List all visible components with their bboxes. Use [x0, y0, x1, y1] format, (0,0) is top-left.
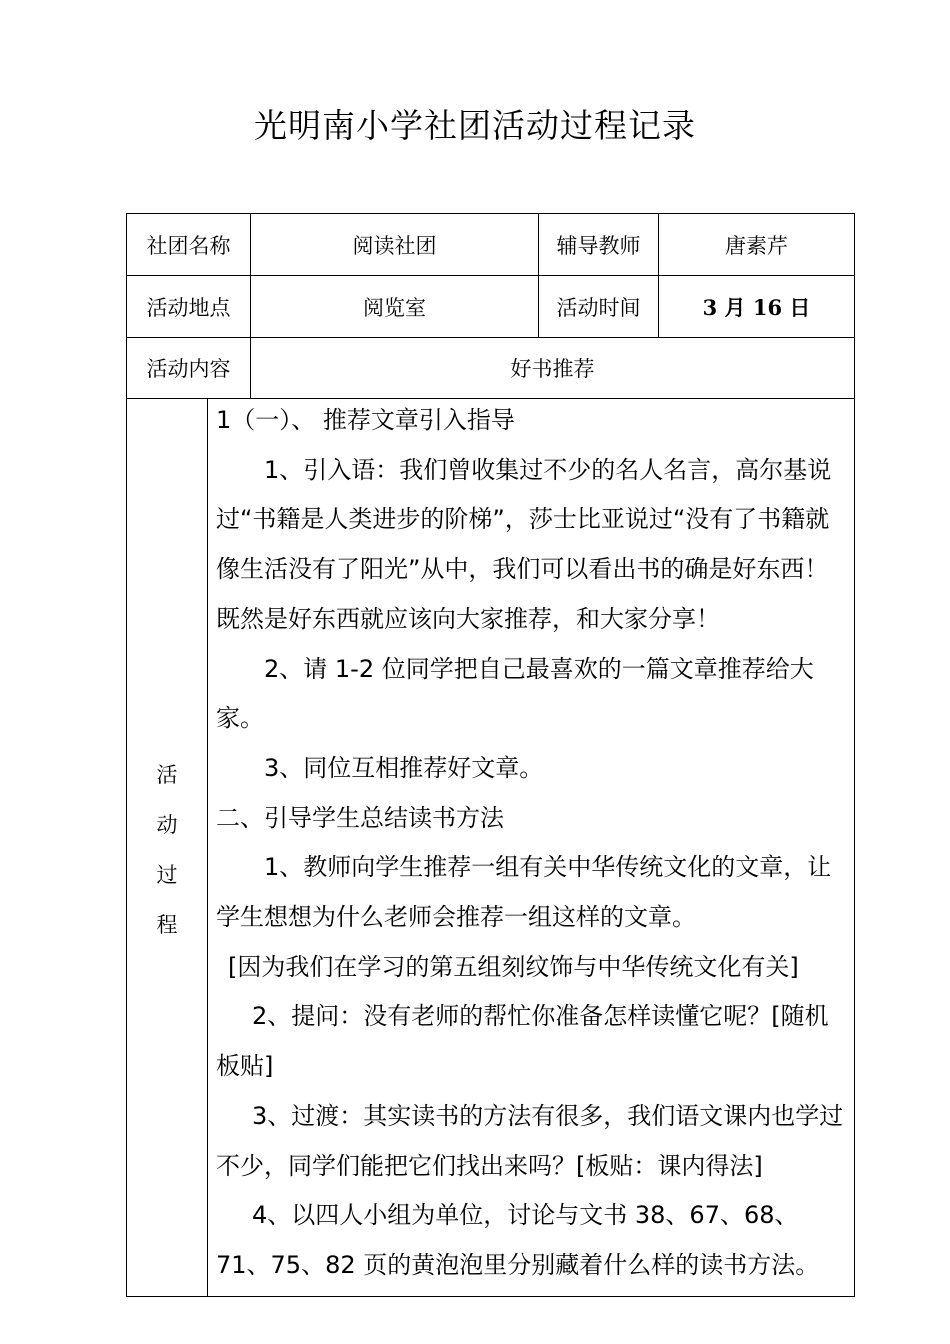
process-label-char: 动 [156, 813, 178, 837]
club-name-label: 社团名称 [146, 233, 231, 258]
process-paragraph: 3、过渡：其实读书的方法有很多，我们语文课内也学过不少，同学们能把它们找出来吗？[板贴：课内得法] [216, 1101, 844, 1180]
time-label: 活动时间 [556, 295, 641, 320]
process-paragraph: 2、提问：没有老师的帮忙你准备怎样读懂它呢？[随机板贴] [216, 1002, 829, 1081]
content-label: 活动内容 [146, 357, 231, 381]
teacher-label: 辅导教师 [556, 233, 641, 258]
process-paragraph: 4、以四人小组为单位，讨论与文书 38、67、68、71、75、82 页的黄泡泡里分别藏着什么样的读书方法。 [216, 1201, 820, 1279]
process-label-char: 过 [156, 863, 178, 887]
section-heading: 二、引导学生总结读书方法 [216, 803, 504, 832]
process-paragraph: 1、引入语：我们曾收集过不少的名人名言，高尔基说过“书籍是人类进步的阶梯”，莎士比亚说过“没有了书籍就像生活没有了阳光”从中，我们可以看出书的确是好东西！既然是好东西就应该向大家推荐，和大家分享！ [216, 455, 832, 633]
content-value: 好书推荐 [510, 357, 595, 381]
process-paragraph: 3、同位互相推荐好文章。 [264, 753, 544, 782]
location-value: 阅览室 [363, 295, 426, 320]
teacher-value: 唐素芹 [725, 233, 788, 258]
location-label: 活动地点 [146, 295, 231, 320]
section-heading: 1（一）、 推荐文章引入指导 [216, 406, 515, 434]
time-value: 3 月 16 日 [702, 294, 811, 320]
process-paragraph: [因为我们在学习的第五组刻纹饰与中华传统文化有关] [228, 952, 799, 981]
process-label-char: 活 [156, 763, 178, 787]
process-body [216, 396, 850, 1291]
process-label [127, 750, 207, 950]
process-paragraph: 2、请 1-2 位同学把自己最喜欢的一篇文章推荐给大家。 [216, 654, 814, 733]
process-paragraph: 1、教师向学生推荐一组有关中华传统文化的文章，让学生想想为什么老师会推荐一组这样的文章。 [216, 853, 832, 932]
process-label-char: 程 [156, 913, 178, 937]
page-title: 光明南小学社团活动过程记录 [254, 106, 696, 145]
col-divider [207, 398, 208, 1297]
club-name-value: 阅读社团 [352, 233, 437, 258]
